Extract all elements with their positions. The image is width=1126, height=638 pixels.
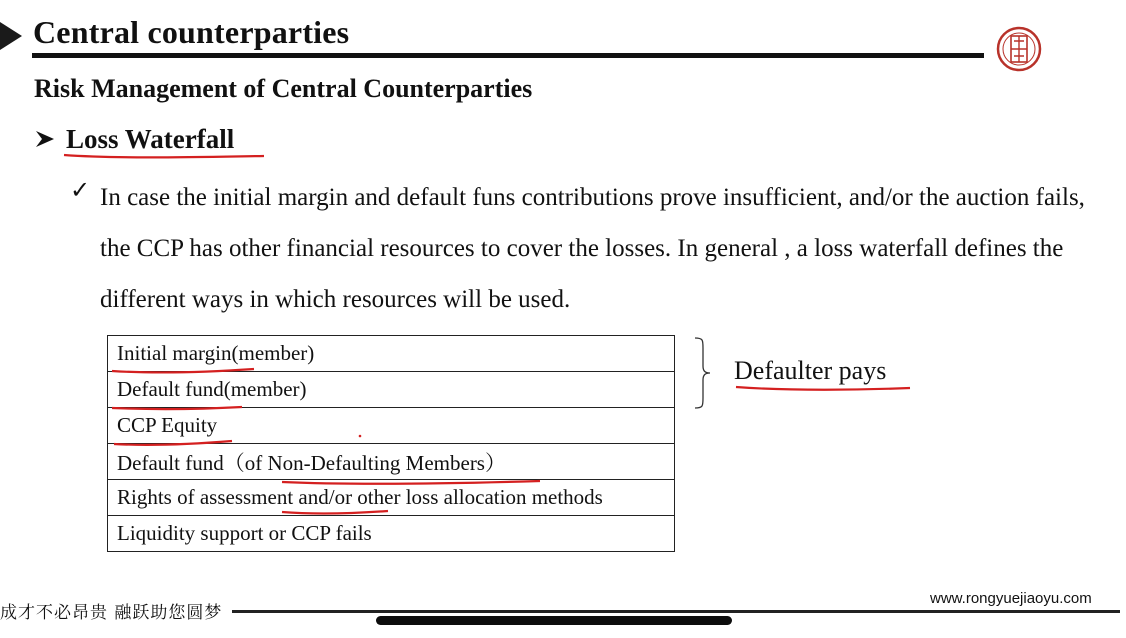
slide-title: Central counterparties [33,14,350,50]
table-cell: Default fund（of Non-Defaulting Members） [108,444,675,480]
play-marker-icon [0,22,22,50]
footer-slogan: 成才不必昂贵 融跃助您圆梦 [0,603,223,623]
title-divider [32,53,984,58]
check-icon: ✓ [70,176,91,204]
loss-waterfall-table [107,335,675,552]
table-row [108,480,675,516]
table-cell: Default fund(member) [108,372,675,408]
table-row [108,372,675,408]
right-brace-icon [693,336,723,410]
underline-loss-waterfall [64,155,264,157]
table-row [108,336,675,372]
table-cell: Initial margin(member) [108,336,675,372]
footer-divider [232,610,1120,613]
table-cell: Rights of assessment and/or other loss allocation methods [108,480,675,516]
table-cell: CCP Equity [108,408,675,444]
table-cell: Liquidity support or CCP fails [108,516,675,552]
footer-url: www.rongyuejiaoyu.com [930,590,1092,607]
defaulter-pays-label: Defaulter pays [734,356,887,385]
table-row [108,444,675,480]
underline-defaulter-pays [736,387,910,390]
seal-logo-icon [996,26,1042,72]
table-row [108,408,675,444]
arrow-bullet-icon [34,128,56,150]
home-indicator[interactable] [376,616,732,625]
section-subtitle: Risk Management of Central Counterparties [34,74,533,103]
bullet-heading: Loss Waterfall [66,124,235,154]
paragraph-text: In case the initial margin and default funs contributions prove insufficient, and/or the auction fails, the CCP has other financial resources to cover the losses. In general , a loss waterfall defines the different ways in which resources will be used. [100,184,1085,313]
table-row [108,516,675,552]
